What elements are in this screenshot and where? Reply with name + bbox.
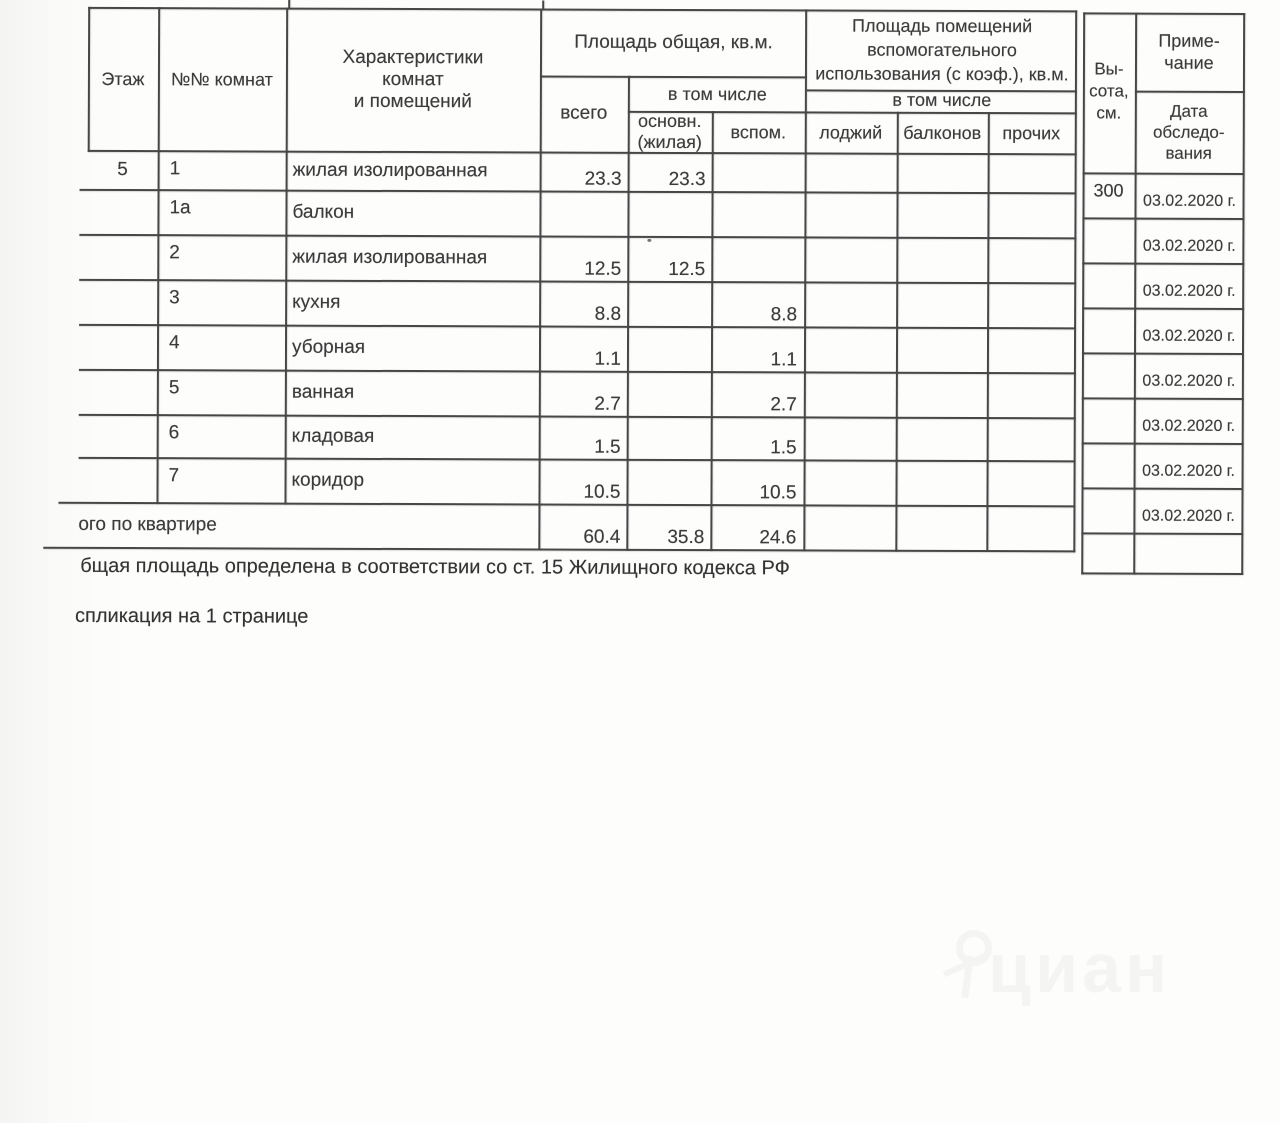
header-total: всего [560, 102, 608, 124]
room-name-cell: коридор [291, 469, 365, 491]
header-area-total-group: Площадь общая, кв.м. [574, 31, 773, 53]
room-name-cell: балкон [292, 201, 355, 223]
header-balconies: балконов [903, 122, 982, 143]
survey-date-cell: 03.02.2020 г. [1142, 417, 1236, 435]
header-floor: Этаж [101, 68, 145, 89]
note-total-area: бщая площадь определена в соответствии со ст. 15 Жилищного кодекса РФ [80, 554, 790, 580]
height-value: 300 [1093, 180, 1124, 201]
header-characteristics: Характеристики комнат и помещений [342, 46, 484, 112]
survey-date-cell: 03.02.2020 г. [1142, 462, 1236, 480]
room-name-cell: ванная [291, 381, 355, 403]
room-name-cell: уборная [291, 336, 366, 358]
grid-line-v [895, 112, 899, 552]
area-aux-cell: 1.5 [770, 437, 797, 459]
watermark-text: циан [988, 929, 1172, 1007]
summary-total-cell: 60.4 [583, 526, 621, 548]
summary-aux-cell: 24.6 [759, 527, 797, 549]
room-name-cell: кладовая [291, 425, 375, 447]
survey-date-cell: 03.02.2020 г. [1142, 327, 1236, 345]
area-aux-cell: 1.1 [770, 349, 797, 371]
header-height-cm: Вы- сота, см. [1089, 59, 1129, 123]
room-number-cell: 3 [169, 287, 180, 309]
area-total-cell: 2.7 [594, 393, 621, 415]
area-aux-cell: 2.7 [770, 394, 797, 416]
area-total-cell: 8.8 [594, 303, 622, 325]
header-room-no: №№ комнат [170, 68, 273, 90]
area-aux-cell: 8.8 [770, 304, 798, 326]
watermark-pin-icon [948, 922, 984, 1002]
grid-line-v [986, 112, 990, 552]
room-name-cell: жилая изолированная [292, 246, 488, 268]
area-aux-cell: 10.5 [759, 482, 797, 504]
room-name-cell: жилая изолированная [292, 159, 488, 181]
summary-living-cell: 35.8 [667, 526, 705, 549]
area-total-cell: 1.5 [594, 436, 621, 458]
header-survey-date: Дата обследо- вания [1152, 101, 1225, 163]
header-including-1: в том числе [667, 83, 767, 104]
header-loggias: лоджий [819, 121, 883, 143]
floor-cell: 5 [117, 158, 128, 180]
header-aux-area-group: Площадь помещений вспомогательного использования (с коэф.), кв.м. [815, 15, 1069, 85]
area-total-cell: 10.5 [583, 481, 621, 503]
survey-date-cell: 03.02.2020 г. [1142, 237, 1236, 255]
summary-label: ого по квартире [78, 513, 217, 535]
room-number-cell: 7 [168, 465, 180, 487]
survey-date-cell: 03.02.2020 г. [1142, 372, 1236, 390]
room-number-cell: 5 [168, 377, 180, 399]
header-others: прочих [1002, 122, 1061, 143]
area-total-cell: 23.3 [584, 168, 622, 190]
area-total-cell: 12.5 [584, 258, 622, 280]
room-number-cell: 6 [168, 422, 180, 444]
scan-speck [647, 239, 651, 242]
survey-date-cell: 03.02.2020 г. [1142, 282, 1236, 300]
room-number-cell: 1 [169, 158, 181, 180]
room-number-cell: 4 [168, 332, 180, 354]
header-note: Приме- чание [1158, 30, 1220, 73]
survey-date-cell: 03.02.2020 г. [1141, 507, 1235, 525]
header-main-living: основн. (жилая) [637, 110, 702, 152]
area-living-cell: 23.3 [668, 168, 706, 191]
area-total-cell: 1.1 [594, 348, 621, 370]
header-auxiliary: вспом. [730, 121, 787, 142]
grid-line-v [710, 111, 714, 551]
area-living-cell: 12.5 [668, 258, 706, 281]
survey-date-cell: 03.02.2020 г. [1143, 192, 1236, 210]
note-explication-pages: спликация на 1 странице [75, 604, 309, 628]
grid-line-h [1081, 572, 1243, 575]
room-name-cell: кухня [292, 291, 341, 313]
room-number-cell: 1а [169, 197, 191, 219]
header-including-2: в том числе [892, 89, 992, 111]
room-number-cell: 2 [169, 242, 180, 264]
